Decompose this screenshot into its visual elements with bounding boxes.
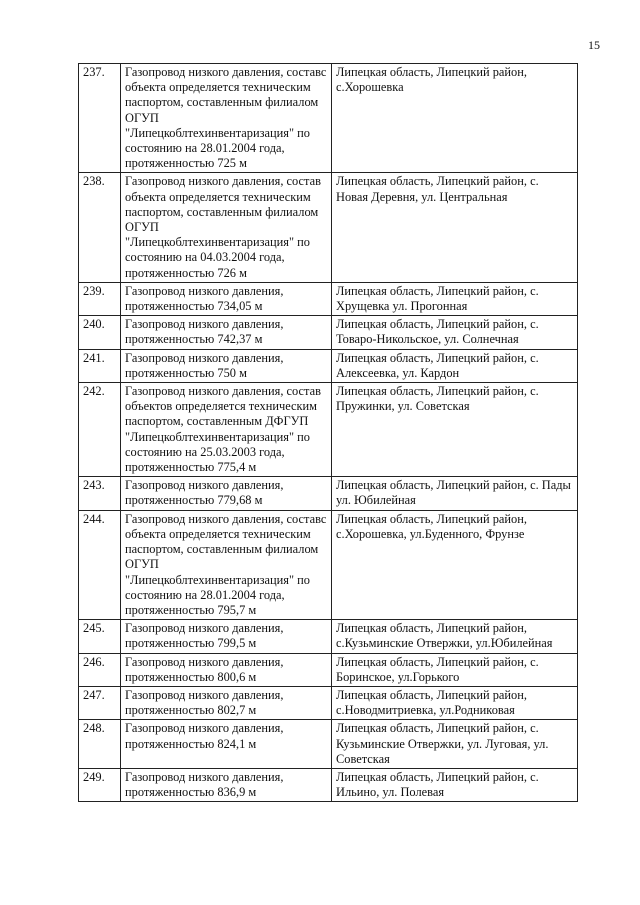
object-address: Липецкая область, Липецкий район, с. Ильино, ул. Полевая xyxy=(332,768,578,801)
object-description: Газопровод низкого давления, протяженностью 824,1 м xyxy=(121,720,332,769)
row-number: 237. xyxy=(79,64,121,173)
table-row xyxy=(79,686,578,719)
registry-table xyxy=(78,63,578,802)
object-description: Газопровод низкого давления, протяженностью 799,5 м xyxy=(121,620,332,653)
row-number: 243. xyxy=(79,477,121,510)
object-address: Липецкая область, Липецкий район, с.Хорошевка, ул.Буденного, Фрунзе xyxy=(332,510,578,619)
table-row xyxy=(79,173,578,282)
table-row xyxy=(79,383,578,477)
object-description: Газопровод низкого давления, протяженностью 800,6 м xyxy=(121,653,332,686)
table-row xyxy=(79,316,578,349)
table-row xyxy=(79,768,578,801)
row-number: 248. xyxy=(79,720,121,769)
table-row xyxy=(79,720,578,769)
object-description: Газопровод низкого давления, составс объекта определяется техническим паспортом, составленным филиалом ОГУП "Липецкоблтехинвентаризация" по состоянию на 28.01.2004 года, протяженностью 795,7 м xyxy=(121,510,332,619)
row-number: 246. xyxy=(79,653,121,686)
object-address: Липецкая область, Липецкий район, с. Кузьминские Отвержки, ул. Луговая, ул. Советская xyxy=(332,720,578,769)
row-number: 240. xyxy=(79,316,121,349)
object-address: Липецкая область, Липецкий район, с. Товаро-Никольское, ул. Солнечная xyxy=(332,316,578,349)
table-row xyxy=(79,64,578,173)
object-address: Липецкая область, Липецкий район, с. Боринское, ул.Горького xyxy=(332,653,578,686)
row-number: 245. xyxy=(79,620,121,653)
object-description: Газопровод низкого давления, протяженностью 742,37 м xyxy=(121,316,332,349)
table-row xyxy=(79,477,578,510)
object-description: Газопровод низкого давления, протяженностью 734,05 м xyxy=(121,282,332,315)
table-row xyxy=(79,510,578,619)
row-number: 241. xyxy=(79,349,121,382)
object-description: Газопровод низкого давления, состав объекта определяется техническим паспортом, составленным филиалом ОГУП "Липецкоблтехинвентаризация" по состоянию на 04.03.2004 года, протяженностью 726 м xyxy=(121,173,332,282)
table-row xyxy=(79,282,578,315)
object-address: Липецкая область, Липецкий район, с. Пады ул. Юбилейная xyxy=(332,477,578,510)
row-number: 247. xyxy=(79,686,121,719)
registry-table-body xyxy=(79,64,578,802)
object-address: Липецкая область, Липецкий район, с. Новая Деревня, ул. Центральная xyxy=(332,173,578,282)
table-row xyxy=(79,349,578,382)
object-description: Газопровод низкого давления, протяженностью 802,7 м xyxy=(121,686,332,719)
object-address: Липецкая область, Липецкий район, с. Пружинки, ул. Советская xyxy=(332,383,578,477)
table-row xyxy=(79,620,578,653)
object-address: Липецкая область, Липецкий район, с. Хрущевка ул. Прогонная xyxy=(332,282,578,315)
row-number: 244. xyxy=(79,510,121,619)
object-description: Газопровод низкого давления, состав объектов определяется техническим паспортом, составленным ДФГУП "Липецкоблтехинвентаризация" по состоянию на 25.03.2003 года, протяженностью 775,4 м xyxy=(121,383,332,477)
table-row xyxy=(79,653,578,686)
row-number: 238. xyxy=(79,173,121,282)
object-address: Липецкая область, Липецкий район, с.Новодмитриевка, ул.Родниковая xyxy=(332,686,578,719)
object-description: Газопровод низкого давления, протяженностью 779,68 м xyxy=(121,477,332,510)
row-number: 242. xyxy=(79,383,121,477)
object-address: Липецкая область, Липецкий район, с.Кузьминские Отвержки, ул.Юбилейная xyxy=(332,620,578,653)
object-description: Газопровод низкого давления, протяженностью 836,9 м xyxy=(121,768,332,801)
page-number: 15 xyxy=(588,38,600,52)
object-address: Липецкая область, Липецкий район, с. Алексеевка, ул. Кардон xyxy=(332,349,578,382)
row-number: 239. xyxy=(79,282,121,315)
object-description: Газопровод низкого давления, составс объекта определяется техническим паспортом, составленным филиалом ОГУП "Липецкоблтехинвентаризация" по состоянию на 28.01.2004 года, протяженностью 725 м xyxy=(121,64,332,173)
object-address: Липецкая область, Липецкий район, с.Хорошевка xyxy=(332,64,578,173)
object-description: Газопровод низкого давления, протяженностью 750 м xyxy=(121,349,332,382)
row-number: 249. xyxy=(79,768,121,801)
